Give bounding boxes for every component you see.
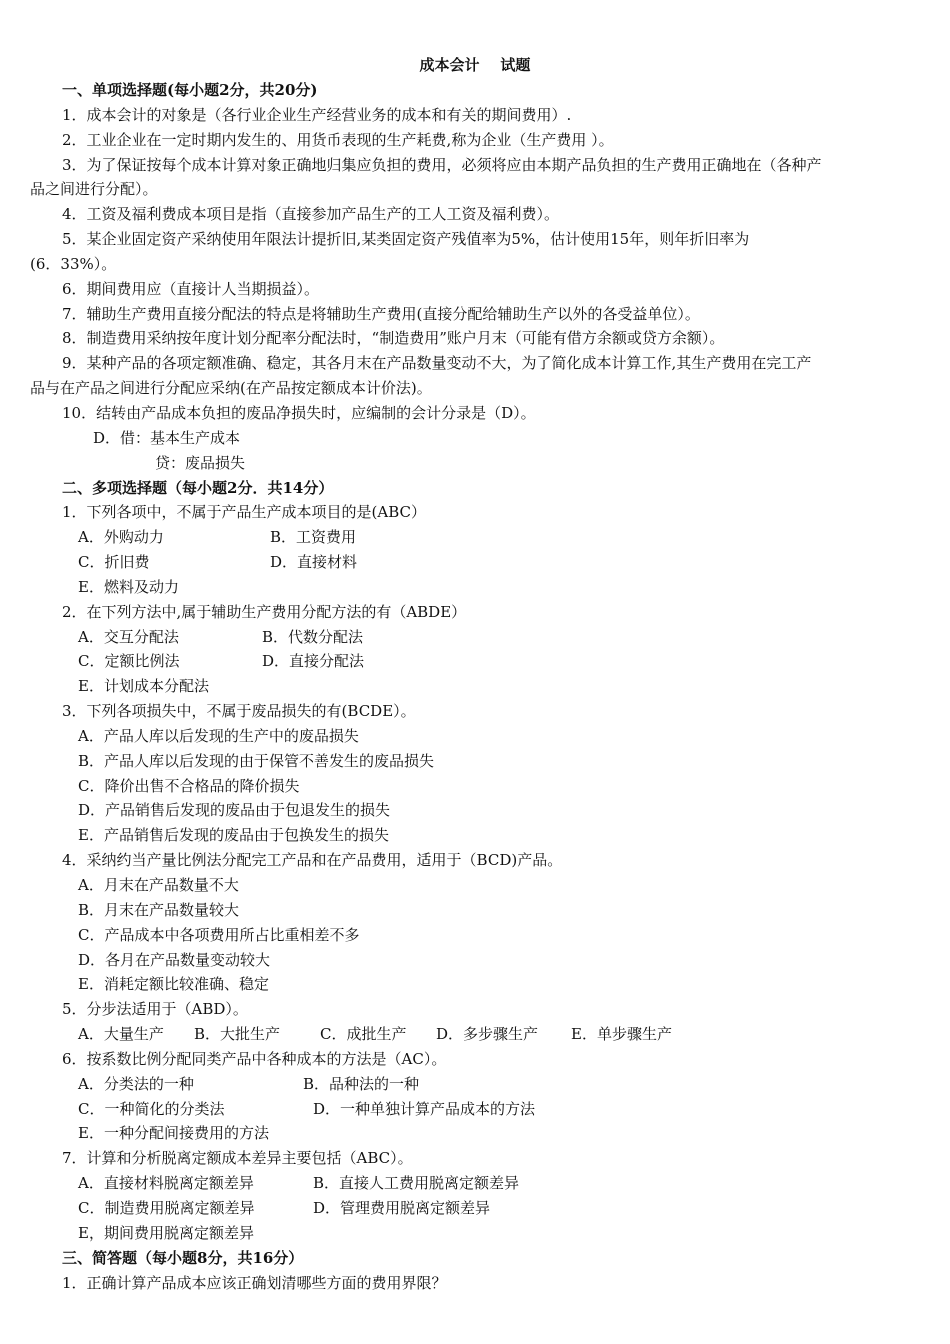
question-2-1: 1．下列各项中，不属于产品生产成本项目的是(ABC） (62, 503, 427, 522)
option-d: D．一种单独计算产品成本的方法 (313, 1099, 536, 1118)
question-2-6: 6．按系数比例分配同类产品中各种成本的方法是（AC）。 (62, 1049, 447, 1068)
option-c: C．一种简化的分类法 (78, 1099, 225, 1118)
option-a: A．分类法的一种 (78, 1074, 194, 1093)
option-row (0, 1196, 950, 1221)
option-b: B．工资费用 (270, 528, 357, 547)
section-heading-short-answer: 三、简答题（每小题8分，共16分） (62, 1248, 304, 1267)
question-1-2: 2．工业企业在一定时期内发生的、用货币表现的生产耗费,称为企业（生产费用 ）。 (62, 130, 614, 149)
option-c: C．定额比例法 (78, 652, 180, 671)
option-row (0, 625, 950, 650)
option-c: C．降价出售不合格品的降价损失 (78, 776, 300, 795)
question-1-5-continued: (6．33%）。 (30, 254, 117, 273)
question-2-4: 4．采纳约当产量比例法分配完工产品和在产品费用，适用于（BCD)产品。 (62, 851, 563, 870)
question-3-1: 1．正确计算产品成本应该正确划清哪些方面的费用界限？ (62, 1273, 447, 1292)
option-d: D．各月在产品数量变动较大 (78, 950, 271, 969)
exam-content (0, 78, 950, 1295)
question-2-3: 3．下列各项损失中，不属于废品损失的有(BCDE）。 (62, 702, 416, 721)
option-row (0, 1072, 950, 1097)
question-1-9: 9．某种产品的各项定额准确、稳定，其各月末在产品数量变动不大，为了简化成本计算工作,其生产费用在完工产 (62, 354, 812, 373)
option-b: B．代数分配法 (262, 627, 364, 646)
option-a: A．产品人库以后发现的生产中的废品损失 (78, 726, 359, 745)
option-c: C．产品成本中各项费用所占比重相差不多 (78, 925, 360, 944)
option-e: E．计划成本分配法 (78, 677, 209, 696)
option-e: E．燃料及动力 (78, 577, 179, 596)
question-1-10: 10．结转由产品成本负担的废品净损失时，应编制的会计分录是（D）。 (62, 403, 536, 422)
option-a: A．大量生产 (78, 1025, 164, 1044)
option-a: A．交互分配法 (78, 627, 179, 646)
option-a: A．直接材料脱离定额差异 (78, 1174, 254, 1193)
option-row (0, 1097, 950, 1122)
question-1-6: 6．期间费用应（直接计人当期损益）。 (62, 279, 320, 298)
section-heading-multiple-choice: 二、多项选择题（每小题2分．共14分） (62, 478, 334, 497)
option-e: E．一种分配间接费用的方法 (78, 1124, 269, 1143)
question-2-7: 7．计算和分析脱离定额成本差异主要包括（ABC）。 (62, 1149, 413, 1168)
option-d: D．多步骤生产 (436, 1025, 539, 1044)
option-row (0, 525, 950, 550)
question-1-4: 4．工资及福利费成本项目是指（直接参加产品生产的工人工资及福利费）。 (62, 205, 560, 224)
option-b: B．品种法的一种 (303, 1074, 420, 1093)
option-b: B．产品人库以后发现的由于保管不善发生的废品损失 (78, 751, 435, 770)
option-e: E，期间费用脱离定额差异 (78, 1223, 254, 1242)
option-row (0, 1171, 950, 1196)
journal-entry-debit: D．借：基本生产成本 (93, 428, 241, 447)
question-1-7: 7．辅助生产费用直接分配法的特点是将辅助生产费用(直接分配给辅助生产以外的各受益单位）。 (62, 304, 700, 323)
option-d: D．管理费用脱离定额差异 (313, 1198, 491, 1217)
option-a: A．外购动力 (78, 528, 164, 547)
option-e: E．单步骤生产 (571, 1025, 672, 1044)
journal-entry-credit: 贷：废品损失 (155, 453, 246, 472)
option-b: B．月末在产品数量较大 (78, 900, 240, 919)
question-1-8: 8．制造费用采纳按年度计划分配率分配法时，“制造费用”账户月末（可能有借方余额或贷方余额）。 (62, 329, 725, 348)
option-row (0, 550, 950, 575)
question-1-3-continued: 品之间进行分配）。 (30, 180, 158, 199)
question-1-9-continued: 品与在产品之间进行分配应采纳(在产品按定额成本计价法)。 (30, 379, 432, 398)
section-heading-single-choice: 一、单项选择题(每小题2分，共20分) (62, 81, 318, 99)
option-row (0, 1022, 950, 1047)
option-row (0, 649, 950, 674)
question-2-5: 5．分步法适用于（ABD）。 (62, 1000, 248, 1019)
option-c: C．成批生产 (320, 1025, 407, 1044)
option-c: C．制造费用脱离定额差异 (78, 1198, 255, 1217)
option-b: B．大批生产 (194, 1025, 281, 1044)
page-title: 成本会计 试题 (419, 56, 531, 74)
question-1-5: 5．某企业固定资产采纳使用年限法计提折旧,某类固定资产残值率为5%，估计使用15年，则年折旧率为 (62, 230, 750, 249)
question-1-3: 3．为了保证按每个成本计算对象正确地归集应负担的费用，必须将应由本期产品负担的生产费用正确地在（各种产 (62, 155, 822, 174)
option-e: E．消耗定额比较准确、稳定 (78, 975, 269, 994)
option-b: B．直接人工费用脱离定额差异 (313, 1174, 520, 1193)
question-1-1: 1．成本会计的对象是（各行业企业生产经营业务的成本和有关的期间费用）. (62, 105, 572, 124)
option-d: D．直接分配法 (262, 652, 365, 671)
option-c: C．折旧费 (78, 553, 150, 572)
question-2-2: 2．在下列方法中,属于辅助生产费用分配方法的有（ABDE） (62, 602, 467, 621)
option-a: A．月末在产品数量不大 (78, 876, 239, 894)
option-e: E．产品销售后发现的废品由于包换发生的损失 (78, 826, 389, 845)
option-d: D．产品销售后发现的废品由于包退发生的损失 (78, 801, 391, 820)
option-d: D．直接材料 (270, 553, 358, 572)
